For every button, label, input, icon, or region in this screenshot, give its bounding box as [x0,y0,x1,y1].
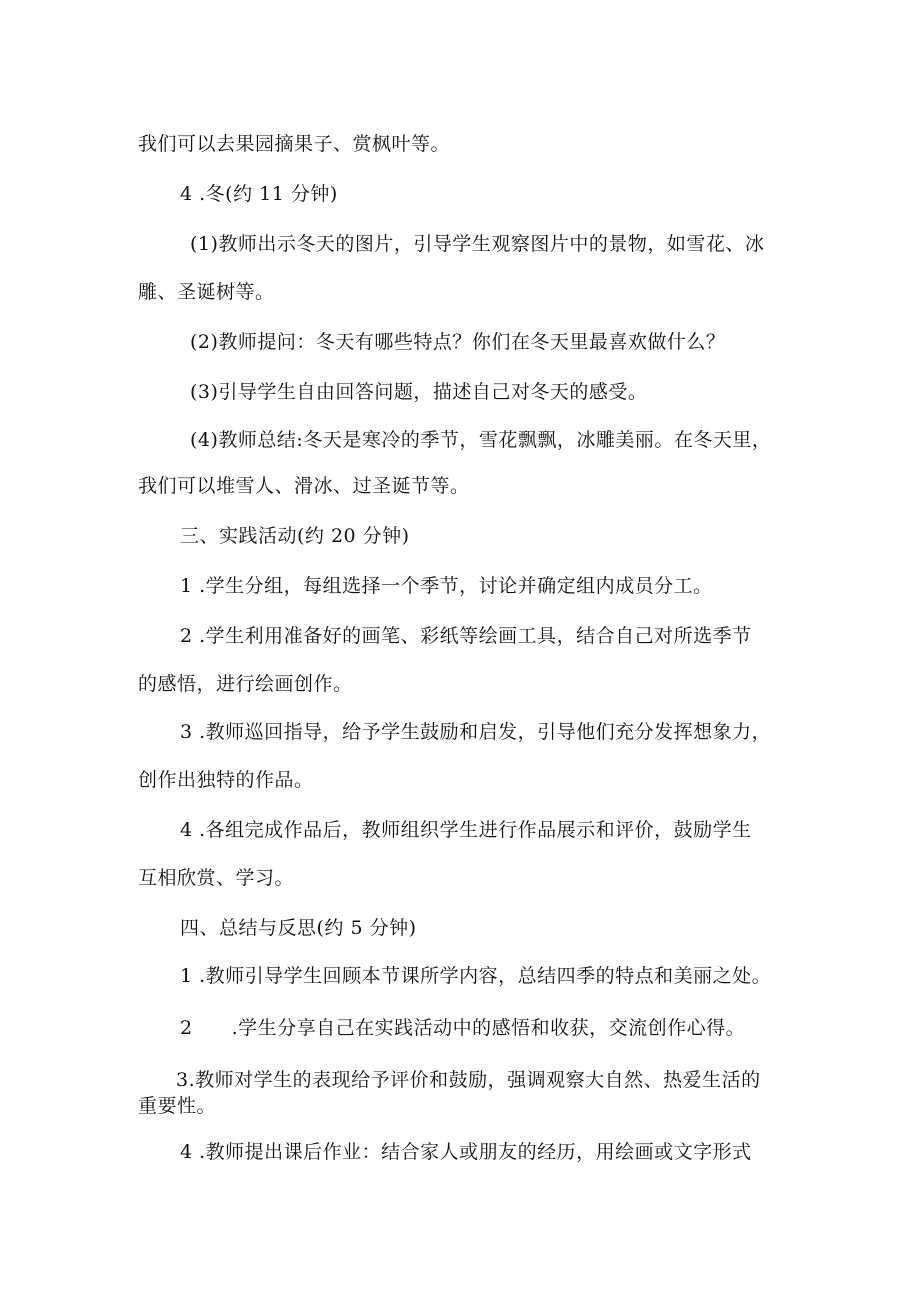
text-line-6: (3)引导学生自由回答问题，描述自己对冬天的感受。 [190,381,648,403]
text-line-20: 3.教师对学生的表现给予评价和鼓励，强调观察大自然、热爱生活的 [176,1069,761,1091]
text-line-19: 2 .学生分享自己在实践活动中的感悟和收获，交流创作心得。 [180,1017,746,1039]
text-line-17: 四、总结与反思(约 5 分钟) [180,917,417,939]
text-line-3: (1)教师出示冬天的图片，引导学生观察图片中的景物，如雪花、冰 [190,233,765,255]
text-line-4: 雕、圣诞树等。 [138,281,275,303]
text-line-7: (4)教师总结:冬天是寒冷的季节，雪花飘飘，冰雕美丽。在冬天里， [190,429,772,451]
text-line-16: 互相欣赏、学习。 [138,867,295,889]
text-line-22: 4 .教师提出课后作业：结合家人或朋友的经历，用绘画或文字形式 [180,1141,752,1163]
text-line-21: 重要性。 [138,1095,217,1117]
text-line-5: (2)教师提问：冬天有哪些特点？你们在冬天里最喜欢做什么？ [190,331,726,353]
text-line-15: 4 .各组完成作品后，教师组织学生进行作品展示和评价，鼓励学生 [180,819,752,841]
text-line-12: 的感悟，进行绘画创作。 [138,673,353,695]
text-line-1: 我们可以去果园摘果子、赏枫叶等。 [138,133,451,155]
text-line-10: 1 .学生分组，每组选择一个季节，讨论并确定组内成员分工。 [180,575,713,597]
text-line-14: 创作出独特的作品。 [138,769,314,791]
text-line-2: 4 .冬(约 11 分钟) [180,183,338,205]
text-line-13: 3 .教师巡回指导，给予学生鼓励和启发，引导他们充分发挥想象力， [180,721,772,743]
text-line-11: 2 .学生利用准备好的画笔、彩纸等绘画工具，结合自己对所选季节 [180,625,752,647]
text-line-9: 三、实践活动(约 20 分钟) [180,525,410,547]
text-line-8: 我们可以堆雪人、滑冰、过圣诞节等。 [138,475,470,497]
text-line-18: 1 .教师引导学生回顾本节课所学内容，总结四季的特点和美丽之处。 [180,965,772,987]
